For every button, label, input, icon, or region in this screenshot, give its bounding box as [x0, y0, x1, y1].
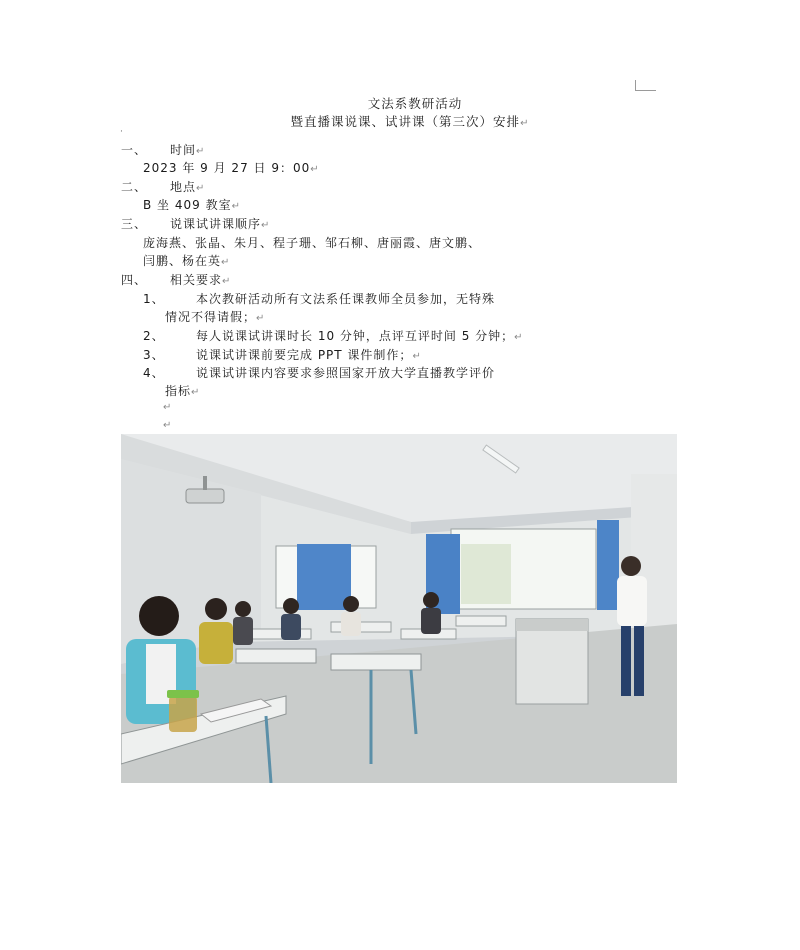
classroom-photo [121, 434, 677, 783]
page-corner-mark [635, 80, 656, 91]
section-time-content: 2023 年 9 月 27 日 9：00↵ [143, 161, 320, 175]
empty-paragraph-marker: · [120, 127, 123, 137]
title-line-2: 暨直播课说课、试讲课（第三次）安排↵ [290, 114, 530, 129]
section-order-content-line-1: 庞海燕、张晶、朱月、程子珊、邹石柳、唐丽霞、唐文鹏、 [143, 236, 482, 250]
title-line-1: 文法系教研活动 [367, 96, 463, 111]
section-order-content-line-2: 闫鹏、杨在英↵ [143, 254, 231, 268]
requirement-4-line-2: 指标↵ [165, 384, 201, 398]
empty-paragraph-1: ↵ [163, 402, 173, 413]
requirement-1-line-2: 情况不得请假；↵ [165, 310, 266, 324]
empty-paragraph-2: ↵ [163, 420, 173, 431]
section-place-content: B 坐 409 教室↵ [143, 198, 241, 212]
document-page: 文法系教研活动 暨直播课说课、试讲课（第三次）安排↵ · 一、 时间↵ 2023 年 9 月 27 日 9：00↵ 二、 地点↵ B 坐 409 教室↵ 三、 说课试讲课顺序↵ 庞海燕、张晶、朱月、程子珊、邹石柳、唐丽霞、唐文鹏、 闫鹏、杨在英↵ 四、 相关要求↵ 1、 本次教研活动所有文法系任课教师全员参加，无特殊 情况不得请假；↵ 2、 每人说课试讲课时长 10 分钟，点评互评时间 5 分钟；↵ 3、 说课试讲课前要完成 PPT 课件制作；↵ 4、 说课试讲课内容要求参照国家开放大学直播教学评价 指标↵ ↵ ↵ [0, 0, 800, 950]
